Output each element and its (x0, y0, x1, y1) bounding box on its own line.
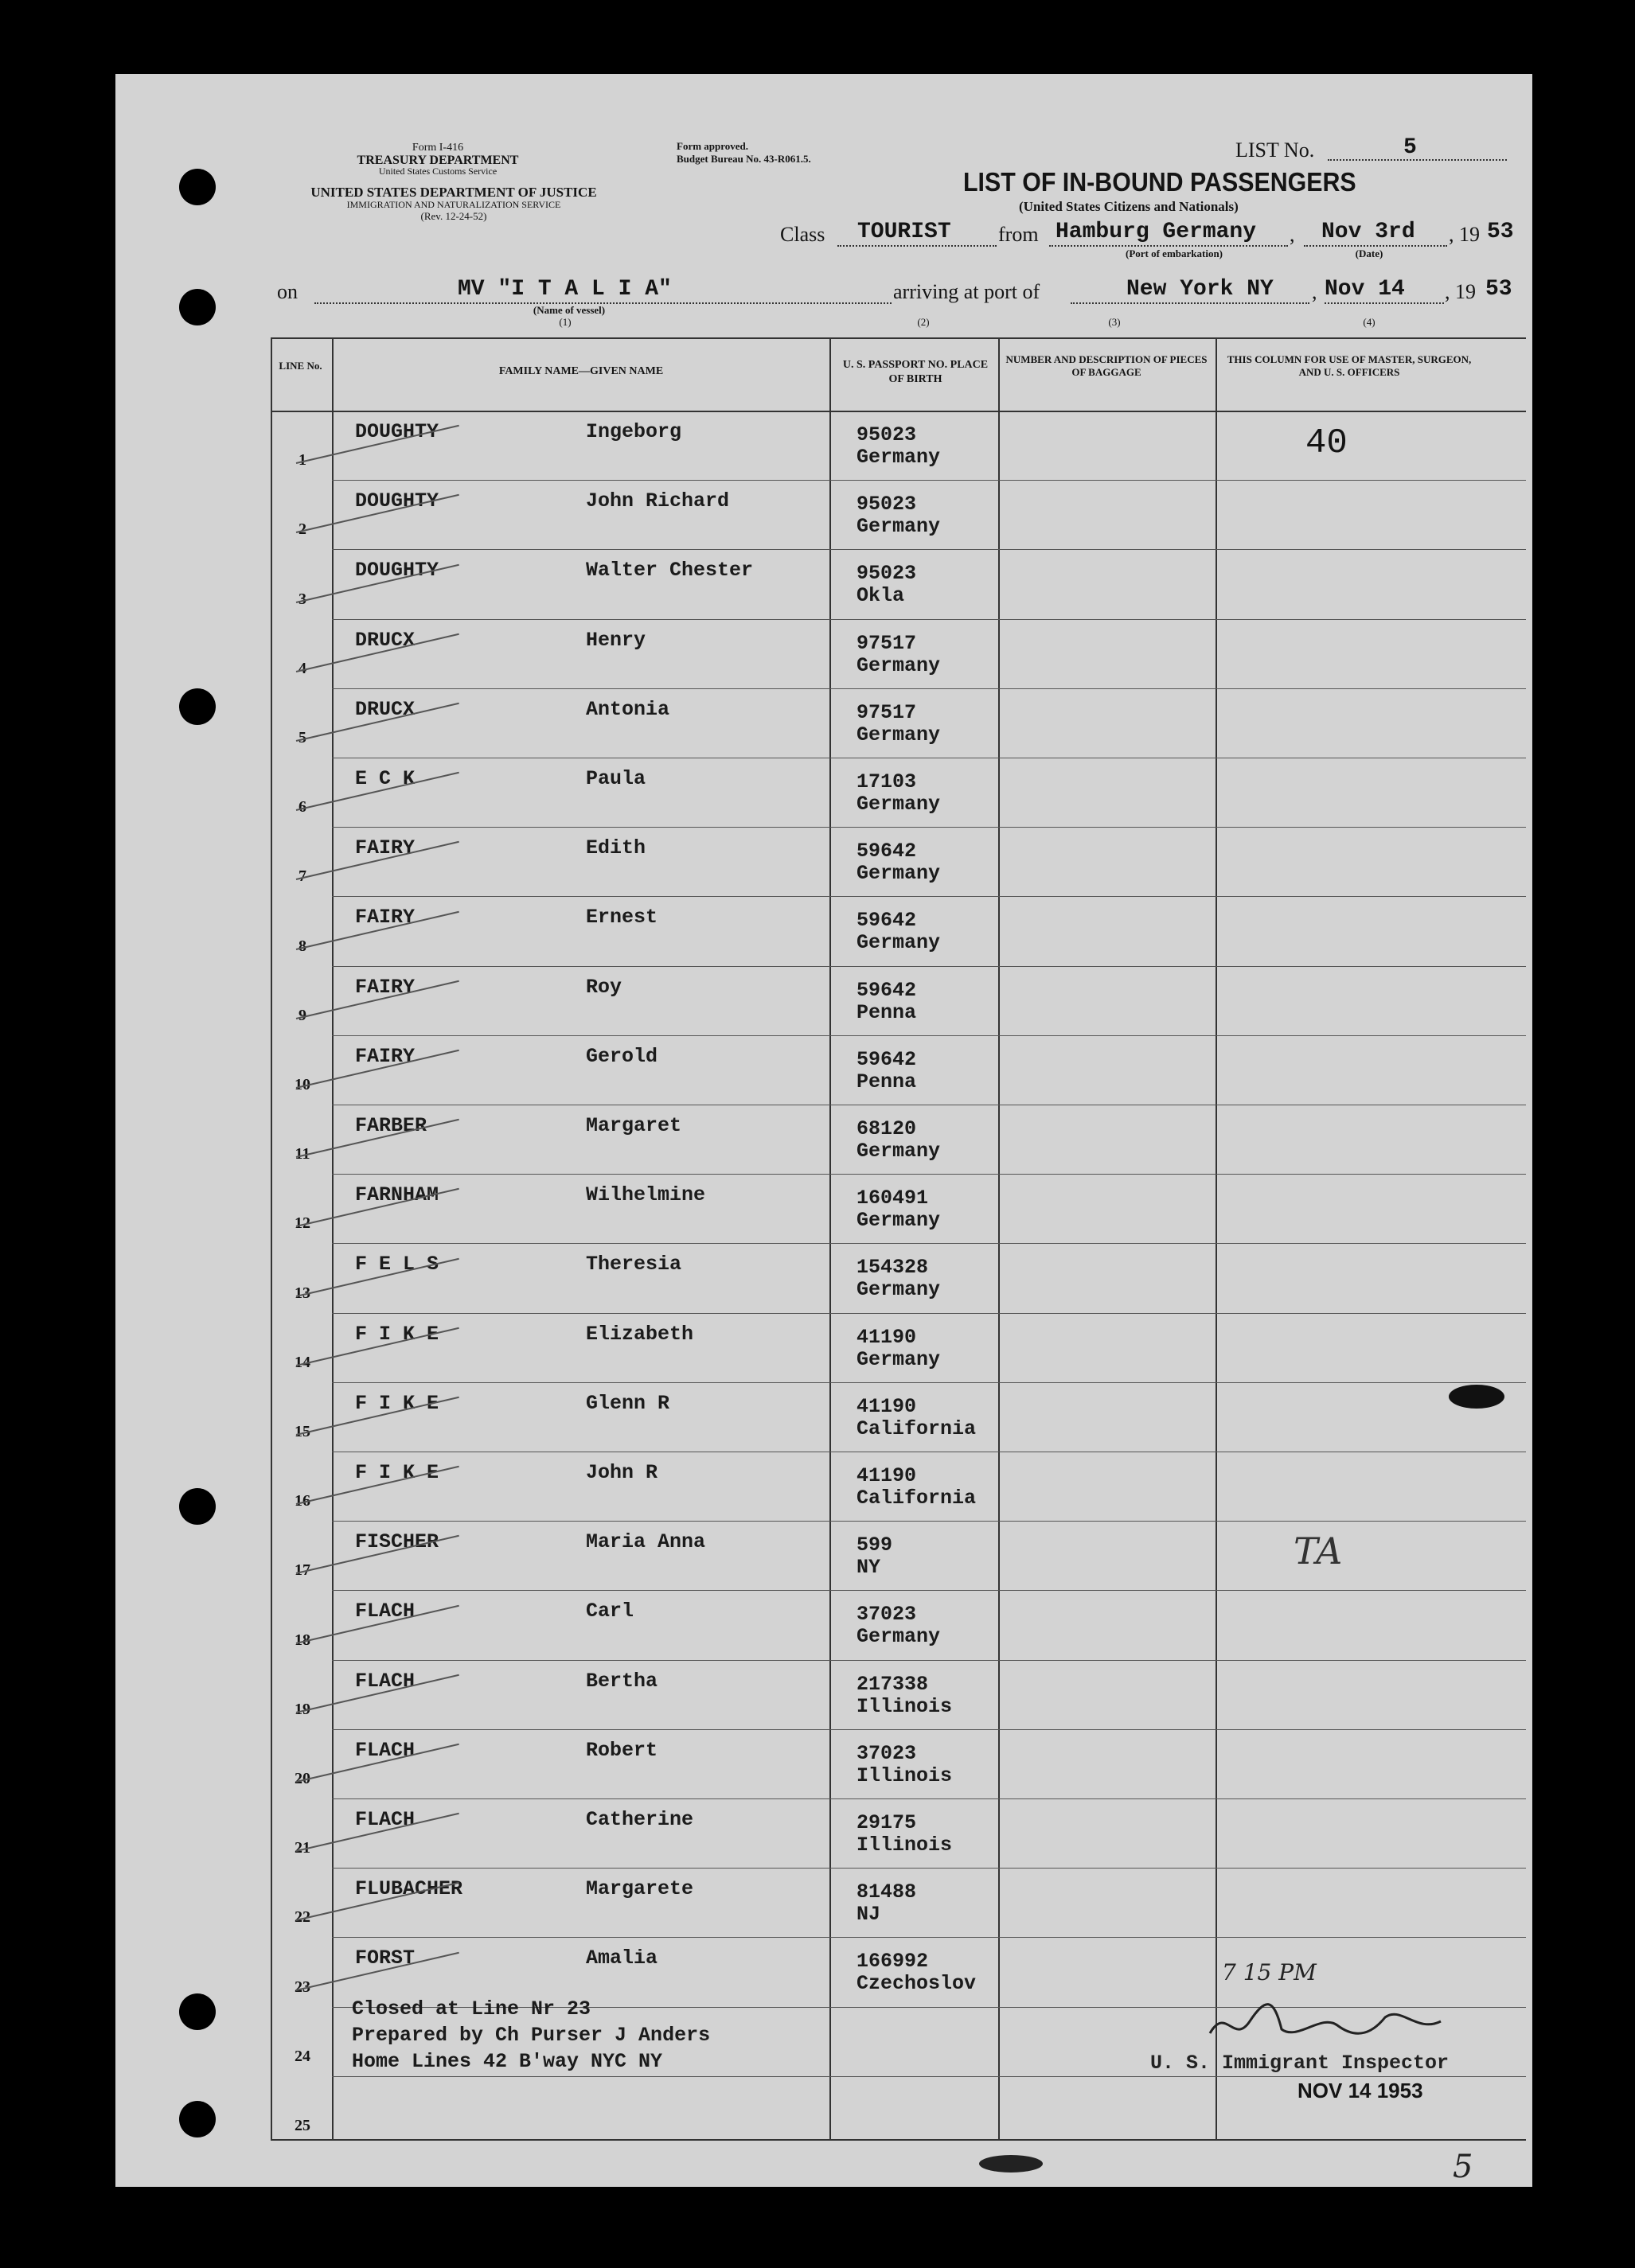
family-name: FARBER (355, 1114, 427, 1137)
place-of-birth: Illinois (857, 1833, 953, 1857)
arrival-year-suffix: 53 (1485, 277, 1512, 302)
line-number: 9 (299, 1006, 306, 1024)
passport-number: 95023 (857, 493, 917, 516)
line-number: 14 (295, 1353, 310, 1371)
inspector-signature (1202, 1989, 1457, 2053)
line-number: 25 (295, 2117, 310, 2134)
binder-hole (179, 1993, 216, 2030)
passport-number: 217338 (857, 1672, 929, 1696)
binder-hole (179, 688, 216, 725)
row-divider (332, 827, 1526, 828)
row-divider (332, 1243, 1526, 1244)
arrival-port: New York NY (1126, 277, 1274, 302)
col-name: FAMILY NAME—GIVEN NAME (498, 365, 664, 377)
form-approved: Form approved. (677, 140, 749, 152)
family-name: FAIRY (355, 975, 416, 999)
vessel-field (314, 277, 892, 304)
given-name: Wilhelmine (586, 1183, 706, 1207)
given-name: Antonia (586, 697, 670, 721)
row-divider (332, 1382, 1526, 1383)
place-of-birth: Germany (857, 1278, 941, 1302)
vessel-caption: (Name of vessel) (533, 304, 606, 316)
given-name: Margarete (586, 1877, 694, 1901)
comma: , 19 (1445, 280, 1476, 303)
page-title: LIST OF IN-BOUND PASSENGERS (963, 167, 1356, 197)
place-of-birth: Germany (857, 723, 941, 746)
given-name: Henry (586, 628, 646, 652)
place-of-birth: Germany (857, 862, 941, 886)
ink-smudge (1449, 1385, 1504, 1409)
family-name: F I K E (355, 1322, 439, 1346)
place-of-birth: Germany (857, 1209, 941, 1233)
given-name: Glenn R (586, 1391, 670, 1415)
passport-number: 17103 (857, 770, 917, 793)
line-number: 5 (299, 729, 306, 746)
line-number: 12 (295, 1214, 310, 1233)
line-number: 7 (299, 867, 306, 886)
passport-number: 97517 (857, 631, 917, 655)
row-divider (332, 1798, 1526, 1799)
vessel-value: MV "I T A L I A" (458, 277, 672, 302)
line-number: 16 (295, 1492, 310, 1510)
on-label: on (277, 280, 298, 303)
place-of-birth: NJ (857, 1903, 881, 1927)
family-name: DRUCX (355, 697, 416, 721)
family-name: FISCHER (355, 1530, 439, 1554)
passport-number: 59642 (857, 1047, 917, 1071)
closing-line-2: Prepared by Ch Purser J Anders (352, 2024, 711, 2047)
family-name: FLACH (355, 1738, 416, 1762)
given-name: Paula (586, 767, 646, 790)
arriving-label: arriving at port of (893, 280, 1040, 303)
place-of-birth: Germany (857, 1347, 941, 1371)
line-number: 4 (299, 659, 306, 677)
given-name: Amalia (586, 1947, 658, 1970)
list-no-value: 5 (1403, 135, 1417, 160)
place-of-birth: California (857, 1487, 977, 1510)
family-name: FAIRY (355, 1044, 416, 1068)
stamp-date: NOV 14 1953 (1297, 2079, 1423, 2102)
passport-number: 59642 (857, 840, 917, 863)
comma: , (1290, 223, 1295, 246)
col-num-3: (3) (1108, 316, 1121, 328)
place-of-birth: Penna (857, 1070, 917, 1093)
passport-number: 37023 (857, 1603, 917, 1627)
comma: , (1312, 280, 1317, 303)
row-divider (332, 896, 1526, 897)
line-number: 10 (295, 1076, 310, 1093)
place-of-birth: California (857, 1417, 977, 1440)
arrival-date-field (1325, 277, 1444, 304)
line-number: 19 (295, 1700, 310, 1718)
passenger-count: 40 (1305, 423, 1348, 463)
row-divider (332, 688, 1526, 689)
passport-number: 41190 (857, 1325, 917, 1349)
inspector-initials: TA (1294, 1530, 1343, 1572)
row-divider (332, 549, 1526, 550)
from-label: from (998, 223, 1039, 246)
given-name: Bertha (586, 1669, 658, 1693)
family-name: FAIRY (355, 906, 416, 929)
binder-hole (179, 1488, 216, 1525)
place-of-birth: Germany (857, 1625, 941, 1649)
customs-service: United States Customs Service (378, 166, 498, 177)
passport-number: 95023 (857, 562, 917, 586)
col-divider (998, 339, 1000, 2139)
passenger-table (271, 337, 1526, 2141)
row-divider (332, 619, 1526, 620)
family-name: DOUGHTY (355, 489, 439, 513)
family-name: FARNHAM (355, 1183, 439, 1207)
given-name: Elizabeth (586, 1322, 694, 1346)
revision: (Rev. 12-24-52) (420, 210, 487, 222)
row-divider (332, 1868, 1526, 1869)
family-name: FORST (355, 1947, 416, 1970)
family-name: DOUGHTY (355, 420, 439, 443)
row-divider (332, 966, 1526, 967)
family-name: F I K E (355, 1391, 439, 1415)
page-number: 5 (1453, 2149, 1473, 2185)
line-number: 23 (295, 1978, 310, 1996)
port-caption: (Port of embarkation) (1125, 247, 1223, 259)
given-name: Roy (586, 975, 622, 999)
given-name: Gerold (586, 1044, 658, 1068)
col-num-4: (4) (1363, 316, 1376, 328)
given-name: Carl (586, 1600, 634, 1623)
list-no-label: LIST No. (1235, 138, 1315, 162)
place-of-birth: Czechoslov (857, 1972, 977, 1996)
line-number: 18 (295, 1631, 310, 1649)
passport-number: 37023 (857, 1741, 917, 1765)
given-name: Walter Chester (586, 559, 754, 583)
line-number: 6 (299, 798, 306, 816)
class-label: Class (780, 223, 825, 246)
family-name: FLACH (355, 1808, 416, 1831)
col-line-no: LINE No. (279, 360, 322, 372)
given-name: Robert (586, 1738, 658, 1762)
col-officers: THIS COLUMN FOR USE OF MASTER, SURGEON, AND U. S. OFFICERS (1227, 353, 1472, 379)
treasury-dept: TREASURY DEPARTMENT (357, 154, 519, 167)
arrival-date: Nov 14 (1325, 277, 1405, 302)
class-field (837, 220, 997, 247)
family-name: E C K (355, 767, 416, 790)
passport-number: 81488 (857, 1880, 917, 1904)
passport-number: 29175 (857, 1811, 917, 1834)
passport-number: 59642 (857, 978, 917, 1002)
given-name: Ingeborg (586, 420, 682, 443)
family-name: FLACH (355, 1669, 416, 1693)
row-divider (332, 1174, 1526, 1175)
row-divider (332, 480, 1526, 481)
comma: , 19 (1449, 223, 1480, 246)
line-number: 21 (295, 1839, 310, 1857)
inspector-title: U. S. Immigrant Inspector (1150, 2052, 1450, 2075)
given-name: Margaret (586, 1114, 682, 1137)
line-number: 11 (295, 1145, 310, 1163)
line-number: 3 (299, 590, 306, 608)
given-name: John R (586, 1461, 658, 1484)
given-name: Ernest (586, 906, 658, 929)
line-number: 20 (295, 1770, 310, 1787)
binder-hole (179, 289, 216, 325)
given-name: Theresia (586, 1253, 682, 1276)
family-name: FLACH (355, 1600, 416, 1623)
passport-number: 59642 (857, 909, 917, 933)
place-of-birth: Okla (857, 584, 905, 608)
date-caption: (Date) (1355, 247, 1383, 259)
row-divider (332, 1937, 1526, 1938)
vessel-num: (1) (559, 316, 572, 328)
justice-dept: UNITED STATES DEPARTMENT OF JUSTICE (310, 185, 597, 200)
binder-hole (179, 2101, 216, 2137)
col-divider (332, 339, 334, 2139)
place-of-birth: Germany (857, 653, 941, 677)
passport-number: 166992 (857, 1950, 929, 1974)
binder-hole (179, 169, 216, 205)
line-number: 1 (299, 451, 306, 470)
line-number: 24 (295, 2047, 310, 2065)
place-of-birth: Germany (857, 931, 941, 955)
col-baggage: NUMBER AND DESCRIPTION OF PIECES OF BAGGAGE (1005, 353, 1208, 379)
passport-number: 160491 (857, 1187, 929, 1210)
page-subtitle: (United States Citizens and Nationals) (1019, 199, 1239, 214)
given-name: John Richard (586, 489, 730, 513)
row-divider (332, 1313, 1526, 1314)
ins-service: IMMIGRATION AND NATURALIZATION SERVICE (346, 199, 561, 210)
family-name: F I K E (355, 1461, 439, 1484)
given-name: Catherine (586, 1808, 694, 1831)
col-passport: U. S. PASSPORT NO. PLACE OF BIRTH (842, 359, 989, 385)
place-of-birth: Penna (857, 1000, 917, 1024)
line-number: 8 (299, 937, 306, 955)
col-divider (1216, 339, 1217, 2139)
line-number: 2 (299, 520, 306, 539)
line-number: 17 (295, 1561, 310, 1580)
family-name: FLUBACHER (355, 1877, 463, 1901)
arrival-port-field (1071, 277, 1309, 304)
family-name: F E L S (355, 1253, 439, 1276)
given-name: Maria Anna (586, 1530, 706, 1554)
passport-number: 599 (857, 1533, 893, 1557)
place-of-birth: Germany (857, 515, 941, 539)
closing-line-3: Home Lines 42 B'way NYC NY (352, 2050, 663, 2073)
line-number: 15 (295, 1423, 310, 1440)
row-divider (332, 2076, 1526, 2077)
place-of-birth: Illinois (857, 1694, 953, 1718)
row-divider (332, 1521, 1526, 1522)
depart-date-field (1304, 220, 1447, 247)
place-of-birth: Germany (857, 1140, 941, 1163)
row-divider (332, 1035, 1526, 1036)
col-num-2: (2) (917, 316, 930, 328)
list-no-field (1328, 135, 1507, 161)
family-name: FAIRY (355, 836, 416, 860)
time-note: 7 15 PM (1222, 1959, 1317, 1985)
place-of-birth: Germany (857, 446, 941, 469)
from-field (1049, 220, 1288, 247)
place-of-birth: Germany (857, 793, 941, 816)
passport-number: 154328 (857, 1256, 929, 1280)
row-divider (332, 1729, 1526, 1730)
line-number: 13 (295, 1284, 310, 1302)
budget-bureau: Budget Bureau No. 43-R061.5. (677, 153, 811, 165)
passport-number: 97517 (857, 700, 917, 724)
family-name: DRUCX (355, 628, 416, 652)
passport-number: 41190 (857, 1394, 917, 1418)
passport-number: 68120 (857, 1117, 917, 1140)
header-divider (272, 411, 1526, 412)
place-of-birth: Illinois (857, 1763, 953, 1787)
place-of-birth: NY (857, 1556, 881, 1580)
family-name: DOUGHTY (355, 559, 439, 583)
ink-smudge (979, 2155, 1043, 2173)
row-divider (332, 1590, 1526, 1591)
given-name: Edith (586, 836, 646, 860)
passport-number: 41190 (857, 1464, 917, 1487)
from-value: Hamburg Germany (1056, 220, 1257, 244)
class-value: TOURIST (857, 220, 951, 244)
line-number: 22 (295, 1908, 310, 1927)
col-divider (829, 339, 831, 2139)
passport-number: 95023 (857, 423, 917, 446)
depart-year-suffix: 53 (1487, 220, 1514, 244)
closing-line-1: Closed at Line Nr 23 (352, 1997, 591, 2021)
depart-date: Nov 3rd (1321, 220, 1415, 244)
form-number: Form I-416 (412, 142, 464, 154)
row-divider (332, 1660, 1526, 1661)
